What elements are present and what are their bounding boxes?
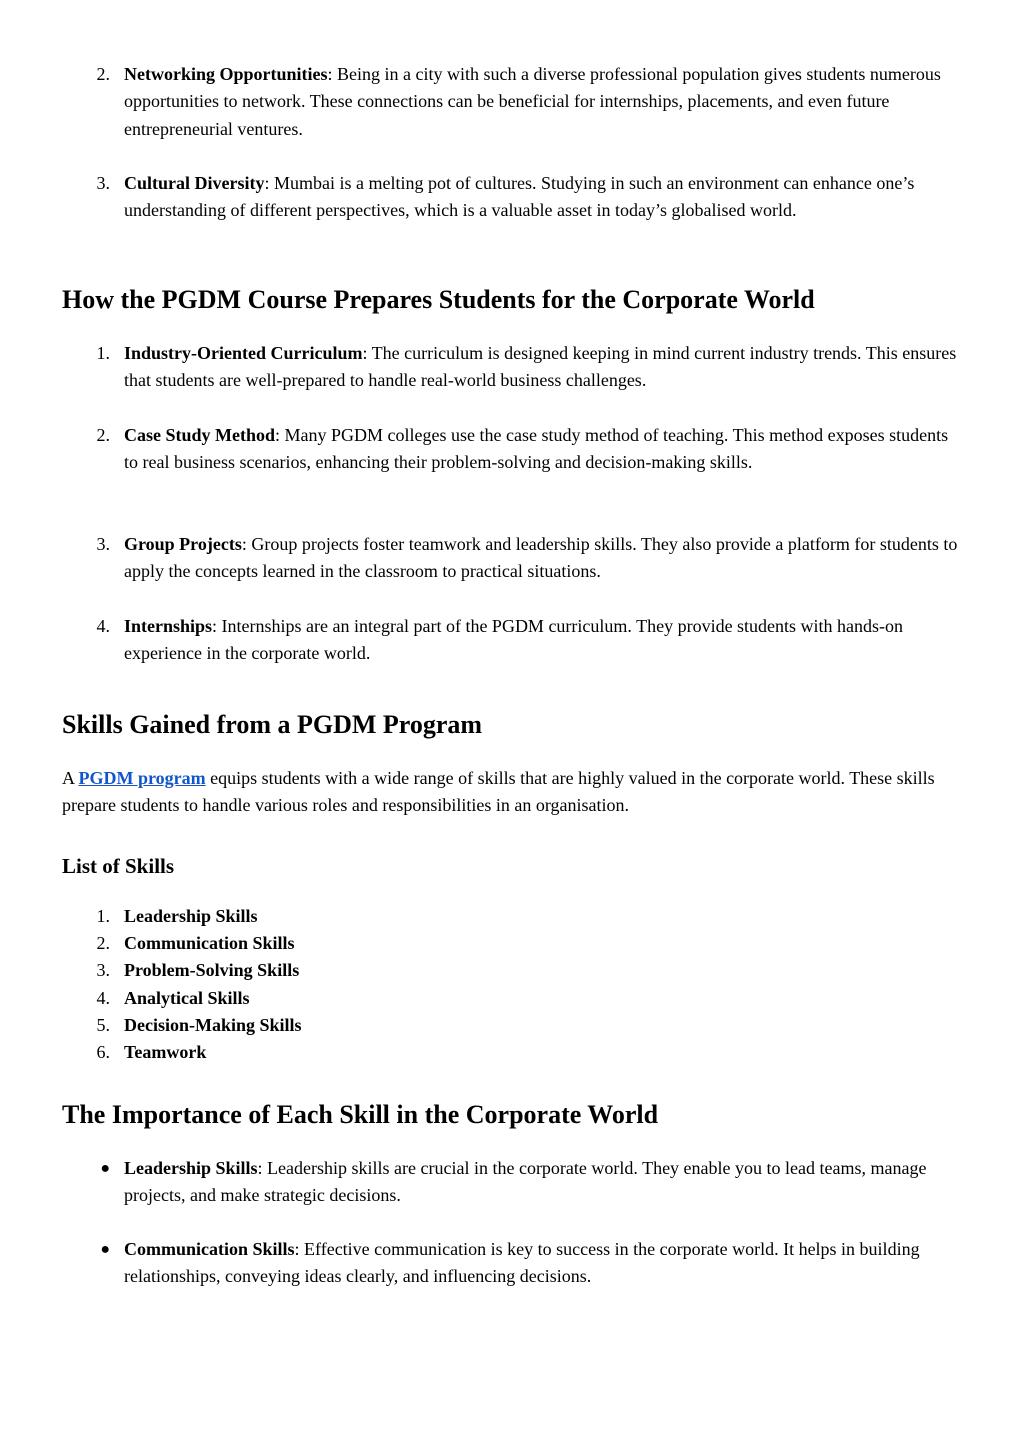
bullet-icon: ●	[100, 1241, 110, 1258]
list-term: Industry-Oriented Curriculum	[124, 343, 363, 363]
list-number: 4.	[96, 616, 110, 636]
skill-label: Problem-Solving Skills	[124, 960, 300, 980]
list-description: : Group projects foster teamwork and leadership skills. They also provide a platform for students to apply the concepts learned in the classroom to practical situations.	[124, 534, 958, 582]
list-number: 1.	[96, 906, 110, 926]
list-text	[124, 613, 962, 668]
skill-label: Decision-Making Skills	[124, 1015, 302, 1035]
skill-label: Communication Skills	[124, 933, 295, 953]
list-text	[124, 930, 962, 957]
list-term: Communication Skills	[124, 1239, 295, 1259]
list-number: 2.	[96, 64, 110, 84]
skills-intro-paragraph	[62, 765, 962, 820]
list-text	[124, 1039, 962, 1066]
list-text	[124, 531, 962, 586]
para-prefix: A	[62, 768, 79, 788]
list-of-skills-heading: List of Skills	[62, 854, 175, 878]
list-number: 6.	[96, 1042, 110, 1062]
skill-label: Analytical Skills	[124, 988, 250, 1008]
pgdm-program-link[interactable]: PGDM program	[78, 768, 206, 788]
list-term: Group Projects	[124, 534, 242, 554]
list-text	[124, 985, 962, 1012]
list-number: 4.	[96, 988, 110, 1008]
list-text	[124, 61, 962, 143]
list-number: 5.	[96, 1015, 110, 1035]
list-description: : The curriculum is designed keeping in mind current industry trends. This ensures that students are well-prepared to handle real-world business challenges.	[124, 343, 957, 391]
list-description: : Effective communication is key to success in the corporate world. It helps in building relationships, conveying ideas clearly, and influencing decisions.	[124, 1239, 920, 1287]
section-heading-importance: The Importance of Each Skill in the Corporate World	[62, 1100, 659, 1129]
list-number: 3.	[96, 534, 110, 554]
list-text	[124, 1155, 962, 1210]
list-text	[124, 1236, 962, 1291]
para-suffix: equips students with a wide range of skills that are highly valued in the corporate world. These skills prepare students to handle various roles and responsibilities in an organisation.	[62, 768, 935, 816]
list-number: 3.	[96, 173, 110, 193]
list-term: Internships	[124, 616, 213, 636]
list-description: : Internships are an integral part of the PGDM curriculum. They provide students with hands-on experience in the corporate world.	[124, 616, 904, 664]
list-text	[124, 340, 962, 395]
list-number: 2.	[96, 425, 110, 445]
list-number: 1.	[96, 343, 110, 363]
list-number: 2.	[96, 933, 110, 953]
skill-label: Leadership Skills	[124, 906, 258, 926]
list-description: : Leadership skills are crucial in the corporate world. They enable you to lead teams, manage projects, and make strategic decisions.	[124, 1158, 927, 1206]
list-term: Cultural Diversity	[124, 173, 265, 193]
list-description: : Being in a city with such a diverse professional population gives students numerous opportunities to network. These connections can be beneficial for internships, placements, and even future entrepreneurial ventures.	[124, 64, 941, 139]
list-description: : Many PGDM colleges use the case study method of teaching. This method exposes students to real business scenarios, enhancing their problem-solving and decision-making skills.	[124, 425, 949, 473]
list-term: Leadership Skills	[124, 1158, 258, 1178]
list-description: : Mumbai is a melting pot of cultures. Studying in such an environment can enhance one’s understanding of different perspectives, which is a valuable asset in today’s globalised world.	[124, 173, 915, 221]
section-heading-skills: Skills Gained from a PGDM Program	[62, 710, 483, 739]
list-text	[124, 903, 962, 930]
list-term: Networking Opportunities	[124, 64, 328, 84]
list-text	[124, 957, 962, 984]
section-heading-prepares: How the PGDM Course Prepares Students for the Corporate World	[62, 285, 815, 314]
list-number: 3.	[96, 960, 110, 980]
bullet-icon: ●	[100, 1160, 110, 1177]
list-text	[124, 422, 962, 477]
list-text	[124, 1012, 962, 1039]
skill-label: Teamwork	[124, 1042, 207, 1062]
list-text	[124, 170, 962, 225]
list-term: Case Study Method	[124, 425, 276, 445]
